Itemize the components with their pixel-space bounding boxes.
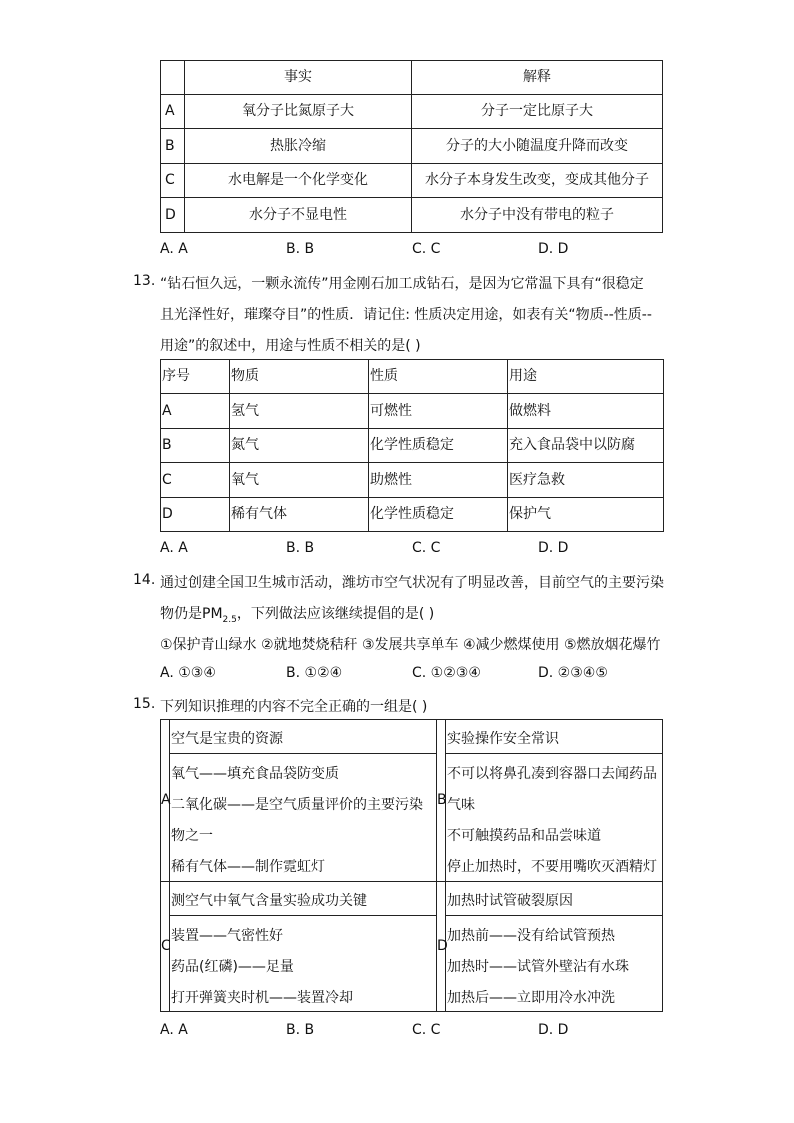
option-d[interactable]: D. D [538, 241, 569, 257]
row-label: C [161, 164, 185, 198]
table-cell: 分子的大小随温度升降而改变 [412, 129, 663, 164]
q15-a-line: 二氧化碳——是空气质量评价的主要污染 [171, 797, 423, 813]
q15-a-title: 空气是宝贵的资源 [171, 731, 283, 747]
question-text-line: 且光泽性好，璀璨夺目”的性质．请记住: 性质决定用途，如表有关“物质--性质-- [160, 307, 652, 323]
row-label: A [161, 394, 230, 429]
table-row [161, 429, 664, 463]
q15-d-line: 加热前——没有给试管预热 [447, 928, 615, 944]
option-c[interactable]: C. C [412, 540, 441, 556]
subscript: 2.5 [222, 614, 237, 625]
table-header-row [161, 360, 664, 394]
table-cell: 氮气 [230, 429, 369, 463]
table-row [161, 394, 664, 429]
table-cell: 氢气 [230, 394, 369, 429]
q15-c-title: 测空气中氧气含量实验成功关键 [171, 893, 367, 909]
option-b[interactable]: B. B [286, 241, 315, 257]
question-number: 14. [133, 572, 156, 588]
table-cell: 氧分子比氮原子大 [185, 95, 412, 129]
option-a[interactable]: A. A [160, 241, 188, 257]
q13-table [160, 359, 664, 532]
table-row [161, 164, 663, 198]
table-cell: 化学性质稳定 [369, 429, 508, 463]
q15-label-c: C [161, 938, 171, 954]
q15-c-line: 药品(红磷)——足量 [171, 959, 294, 975]
table-cell: 医疗急救 [508, 463, 664, 498]
table-cell: 稀有气体 [230, 498, 369, 532]
question-text-line: “钻石恒久远，一颗永流传”用金刚石加工成钻石，是因为它常温下具有“很稳定 [160, 276, 644, 292]
table-cell: 充入食品袋中以防腐 [508, 429, 664, 463]
table-cell: 助燃性 [369, 463, 508, 498]
question-number: 15. [133, 696, 156, 712]
table-cell: 水分子不显电性 [185, 198, 412, 233]
row-label: D [161, 498, 230, 532]
table-row [161, 463, 664, 498]
row-label: A [161, 95, 185, 129]
table-cell: 分子一定比原子大 [412, 95, 663, 129]
option-c[interactable]: C. C [412, 241, 441, 257]
q15-a-line: 稀有气体——制作霓虹灯 [171, 859, 325, 875]
q15-b-title: 实验操作安全常识 [447, 731, 559, 747]
q15-b-line: 气味 [447, 797, 475, 813]
table-cell: 保护气 [508, 498, 664, 532]
question-number: 13. [133, 273, 156, 289]
table-row [161, 498, 664, 532]
q15-d-line: 加热时——试管外壁沾有水珠 [447, 959, 629, 975]
option-c[interactable]: C. ①②③④ [412, 665, 481, 681]
table-cell [161, 61, 185, 95]
option-a[interactable]: A. A [160, 540, 188, 556]
row-label: D [161, 198, 185, 233]
table-cell: 热胀冷缩 [185, 129, 412, 164]
question-text: 物仍是PM [160, 606, 223, 622]
option-d[interactable]: D. D [538, 1022, 569, 1038]
option-d[interactable]: D. D [538, 540, 569, 556]
option-c[interactable]: C. C [412, 1022, 441, 1038]
table-cell: 水电解是一个化学变化 [185, 164, 412, 198]
q15-b-line: 停止加热时，不要用嘴吹灭酒精灯 [447, 859, 657, 875]
question-text: ，下列做法应该继续提倡的是( ) [236, 606, 435, 622]
question-text-line: ①保护青山绿水 ②就地焚烧秸秆 ③发展共享单车 ④减少燃煤使用 ⑤燃放烟花爆竹 [160, 637, 661, 653]
table-header-row [161, 61, 663, 95]
q15-c-line: 打开弹簧夹时机——装置冷却 [171, 990, 353, 1006]
q15-d-title: 加热时试管破裂原因 [447, 893, 573, 909]
q12-table [160, 60, 663, 233]
row-label: C [161, 463, 230, 498]
table-header-explanation: 解释 [412, 61, 663, 95]
table-row [161, 129, 663, 164]
table-header-property: 性质 [369, 360, 508, 394]
option-a[interactable]: A. ①③④ [160, 665, 216, 681]
table-row [161, 95, 663, 129]
q15-a-line: 物之一 [171, 828, 213, 844]
option-d[interactable]: D. ②③④⑤ [538, 665, 608, 681]
question-text-line [160, 603, 434, 625]
row-label: B [161, 129, 185, 164]
table-header-fact: 事实 [185, 61, 412, 95]
table-header-index: 序号 [161, 360, 230, 394]
q15-label-a: A [161, 792, 171, 808]
q15-b-line: 不可以将鼻孔凑到容器口去闻药品 [447, 766, 657, 782]
table-cell: 水分子中没有带电的粒子 [412, 198, 663, 233]
option-b[interactable]: B. B [286, 1022, 315, 1038]
question-text-line: 通过创建全国卫生城市活动，潍坊市空气状况有了明显改善，目前空气的主要污染 [160, 575, 664, 591]
option-b[interactable]: B. ①②④ [286, 665, 343, 681]
question-text-line: 用途”的叙述中，用途与性质不相关的是( ) [160, 338, 421, 354]
q15-label-b: B [437, 792, 447, 808]
q15-a-line: 氧气——填充食品袋防变质 [171, 766, 339, 782]
option-a[interactable]: A. A [160, 1022, 188, 1038]
table-row [161, 198, 663, 233]
table-header-substance: 物质 [230, 360, 369, 394]
table-cell: 做燃料 [508, 394, 664, 429]
q15-c-line: 装置——气密性好 [171, 928, 283, 944]
table-header-use: 用途 [508, 360, 664, 394]
q15-d-line: 加热后——立即用冷水冲洗 [447, 990, 615, 1006]
q15-label-d: D [437, 938, 448, 954]
table-cell: 水分子本身发生改变，变成其他分子 [412, 164, 663, 198]
table-cell: 可燃性 [369, 394, 508, 429]
q15-b-line: 不可触摸药品和品尝味道 [447, 828, 601, 844]
table-cell: 氧气 [230, 463, 369, 498]
row-label: B [161, 429, 230, 463]
table-cell: 化学性质稳定 [369, 498, 508, 532]
question-text-line: 下列知识推理的内容不完全正确的一组是( ) [160, 699, 428, 715]
option-b[interactable]: B. B [286, 540, 315, 556]
